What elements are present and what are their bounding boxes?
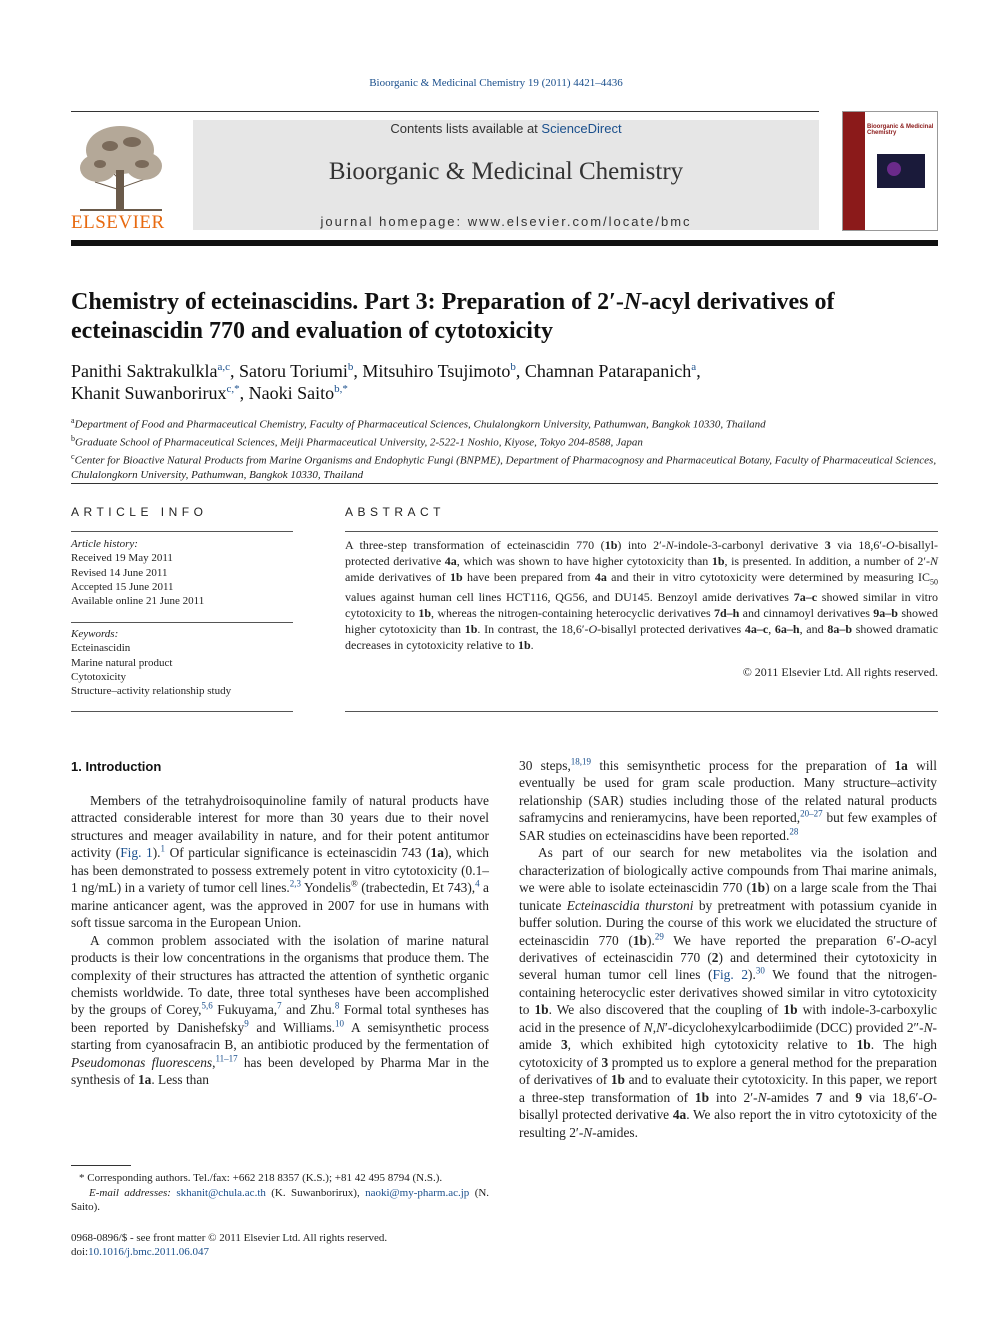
author-affil-sup[interactable]: a bbox=[691, 361, 697, 373]
journal-cover-thumbnail[interactable] bbox=[842, 111, 938, 231]
affiliation-a: $^a$Department of Food and Pharmaceutical Chemistry, Faculty of Pharmaceutical Sciences, Chulalongkorn University, Pathumwan, Bangkok 10330, Thailand bbox=[71, 416, 766, 431]
affiliation-c: $^c$Center for Bioactive Natural Products from Marine Organisms and Endophytic Fungi (BNPME), Department of Pharmacognosy and Pharmaceutical Botany, Faculty of Pharmaceutical Sciences, Chulalongkorn University, Pathumwan, Bangkok 10330, Thailand bbox=[71, 452, 937, 482]
abstract-rule bbox=[345, 531, 938, 532]
header-rule bbox=[71, 111, 819, 112]
body-column-left bbox=[71, 792, 489, 1089]
author-affil-sup[interactable]: b,* bbox=[334, 383, 348, 395]
keyword: Cytotoxicity bbox=[71, 670, 126, 683]
elsevier-wordmark: ELSEVIER bbox=[71, 212, 165, 233]
issn-line: 0968-0896/$ - see front matter © 2011 Elsevier Ltd. All rights reserved. bbox=[71, 1232, 388, 1244]
article-info-heading: ARTICLE INFO bbox=[71, 505, 208, 519]
author[interactable]: Panithi Saktrakulkla bbox=[71, 361, 218, 381]
email-line: E-mail addresses: skhanit@chula.ac.th (K. Suwanborirux), naoki@my-pharm.ac.jp (N. Saito). bbox=[71, 1186, 490, 1213]
abstract-text: A three-step transformation of ecteinascidin 770 (1b) into 2′-N-indole-3-carbonyl derivative 3 via 18,6′-O-bisallyl-protected derivative 4a, which was shown to have higher cytotoxicity than 1b, is presented. In addition, a number of 2′-N amide derivatives of 1b have been prepared from 4a and their in vitro cytotoxicity were determined by measuring $IC_{50}$ values against human cell lines HCT116, QG56, and DU145. Benzoyl amide derivatives 7a–c showed similar in vitro cytotoxicity to 1b, whereas the nitrogen-containing heterocyclic derivatives 7d–h and cinnamoyl derivatives 9a–b showed higher cytotoxicity than 1b. In contrast, the 18,6′-O-bisallyl protected derivatives 4a–c, 6a–h, and 8a–b showed dramatic decreases in cytotoxicity relative to 1b. bbox=[345, 538, 939, 652]
author[interactable]: Mitsuhiro Tsujimoto bbox=[362, 361, 511, 381]
author[interactable]: Chamnan Patarapanich bbox=[524, 361, 692, 381]
keyword: Structure–activity relationship study bbox=[71, 685, 232, 698]
keyword: Marine natural product bbox=[71, 656, 173, 669]
history-revised: Revised 14 June 2011 bbox=[71, 566, 168, 579]
body-column-right bbox=[519, 757, 937, 1141]
author-affil-sup[interactable]: b bbox=[510, 361, 516, 373]
cover-band bbox=[843, 112, 865, 231]
history-online: Available online 21 June 2011 bbox=[71, 595, 205, 608]
author-affil-sup[interactable]: a,c bbox=[217, 361, 230, 373]
keywords-rule bbox=[71, 622, 293, 623]
issn-doi-block bbox=[71, 1231, 489, 1260]
keyword: Ecteinascidin bbox=[71, 642, 131, 655]
copyright-line: © 2011 Elsevier Ltd. All rights reserved. bbox=[742, 665, 938, 679]
sciencedirect-link[interactable]: ScienceDirect bbox=[541, 121, 622, 136]
article-info-bottom-rule bbox=[71, 711, 293, 712]
introduction-heading: 1. Introduction bbox=[71, 759, 162, 774]
article-info-rule bbox=[71, 531, 293, 532]
affiliations bbox=[71, 414, 938, 483]
author-list: Panithi Saktrakulkla$^{a,c}$, Satoru Toriumi$^b$, Mitsuhiro Tsujimoto$^b$, Chamnan Patarapanich$^a$, Khanit Suwanborirux$^{c,*}$, Naoki Saito$^{b,*}$ bbox=[71, 361, 701, 403]
email-link[interactable]: skhanit@chula.ac.th bbox=[176, 1186, 266, 1199]
paragraph: 30 steps,$^{18,19}$ this semisynthetic process for the preparation of 1a will eventually be used for gram scale production. Many structure–activity relationship (SAR) studies including those of the related natural products saframycins and renieramycins, have been reported,$^{20-27}$ but few examples of SAR studies on ecteinascidins have been reported.$^{28}$ bbox=[519, 756, 937, 843]
paragraph: As part of our search for new metabolites via the isolation and characterization of biologically active compounds from Thai marine animals, we were able to isolate ecteinascidin 770 (1b) on a large scale from the Thai tunicate Ecteinascidia thurstoni by pretreatment with potassium cyanide in buffer solution. During the course of this work we elucidated the structure of ecteinascidin 770 (1b).$^{29}$ We have reported the preparation 6′-O-acyl derivatives of ecteinascidin 770 (2) and determined their cytotoxicity in several human tumor cell lines (Fig. 2).$^{30}$ We found that the nitrogen-containing heterocyclic ester derivatives showed similar in vitro cytotoxicity to 1b. We also discovered that the coupling of 1b with indole-3-carboxylic acid in the presence of N,N′-dicyclohexylcarbodiimide (DCC) provided 2″-N-amide 3, which exhibited high cytotoxicity relative to 1b. The high cytotoxicity of 3 prompted us to explore a general method for the preparation of derivatives of 1b and to evaluate their cytotoxicity. In this paper, we report a three-step transformation of 1b into 2′-N-amides 7 and 9 via 18,6′-O-bisallyl protected derivative 4a. We also report the in vitro cytotoxicity of the resulting 2′-N-amides. bbox=[519, 845, 938, 1140]
doi-link[interactable]: 10.1016/j.bmc.2011.06.047 bbox=[88, 1246, 210, 1259]
header-thick-rule bbox=[71, 240, 938, 246]
cover-title: Bioorganic & Medicinal Chemistry bbox=[867, 124, 934, 136]
footnote-rule bbox=[71, 1165, 131, 1166]
corresponding-author-footnote bbox=[71, 1171, 489, 1215]
keywords bbox=[71, 627, 293, 698]
section-rule bbox=[71, 483, 938, 484]
keywords-label: Keywords: bbox=[71, 628, 119, 640]
paragraph: Members of the tetrahydroisoquinoline family of natural products have attracted considerable interest for more than 30 years due to their novel structures and meager availability in nature, and for their potent antitumor activity (Fig. 1).$^1$ Of particular significance is ecteinascidin 743 (1a), which has been demonstrated to possess extremely potent in vitro cytotoxicity (0.1–1 ng/mL) in a variety of tumor cell lines.$^{2,3}$ Yondelis® (trabectedin, Et 743),$^4$ a marine anticancer agent, was the approved in 2007 for use in humans with soft tissue sarcoma in the European Union. bbox=[71, 793, 489, 931]
journal-name: Bioorganic & Medicinal Chemistry bbox=[328, 158, 684, 185]
journal-homepage[interactable]: journal homepage: www.elsevier.com/locate/bmc bbox=[320, 214, 692, 229]
article-history-label: Article history: bbox=[71, 538, 138, 550]
affiliation-b: $^b$Graduate School of Pharmaceutical Sciences, Meiji Pharmaceutical University, 2-522-1 Noshio, Kiyose, Tokyo 204-8588, Japan bbox=[71, 434, 643, 449]
history-received: Received 19 May 2011 bbox=[71, 552, 173, 565]
email-link[interactable]: naoki@my-pharm.ac.jp bbox=[365, 1186, 470, 1199]
cover-image-icon bbox=[877, 154, 925, 188]
journal-banner bbox=[193, 120, 819, 230]
paragraph: A common problem associated with the isolation of marine natural products is their low concentrations in the organisms that produce them. The complexity of their structures has attracted the attention of synthetic organic chemists worldwide. To date, three total syntheses have been accomplished by the groups of Corey,$^{5,6}$ Fukuyama,$^7$ and Zhu.$^8$ Formal total syntheses has been reported by Danishefsky$^9$ and Williams.$^{10}$ A semisynthetic process starting from cyanosafracin B, an antibiotic produced by the fermentation of Pseudomonas fluorescens,$^{11-17}$ has been developed by Pharma Mar in the synthesis of 1a. Less than bbox=[71, 932, 489, 1088]
author[interactable]: Satoru Toriumi bbox=[239, 361, 348, 381]
contents-line: Contents lists available at ScienceDirect bbox=[390, 121, 622, 136]
article-title: Chemistry of ecteinascidins. Part 3: Preparation of 2′-N-acyl derivatives of ecteinascidin 770 and evaluation of cytotoxicity bbox=[71, 289, 835, 344]
author[interactable]: Naoki Saito bbox=[248, 383, 335, 403]
author-affil-sup[interactable]: c,* bbox=[226, 383, 240, 395]
corresponding-line: * Corresponding authors. Tel./fax: +662 218 8357 (K.S.); +81 42 495 8794 (N.S.). bbox=[79, 1172, 443, 1184]
author-affil-sup[interactable]: b bbox=[347, 361, 354, 373]
article-history bbox=[71, 537, 293, 608]
history-accepted: Accepted 15 June 2011 bbox=[71, 580, 174, 593]
author[interactable]: Khanit Suwanborirux bbox=[71, 383, 227, 403]
abstract-heading: ABSTRACT bbox=[345, 505, 446, 519]
journal-citation[interactable]: Bioorganic & Medicinal Chemistry 19 (2011) 4421–4436 bbox=[369, 77, 623, 89]
doi-line: doi:10.1016/j.bmc.2011.06.047 bbox=[71, 1246, 210, 1259]
abstract-bottom-rule bbox=[345, 711, 938, 712]
